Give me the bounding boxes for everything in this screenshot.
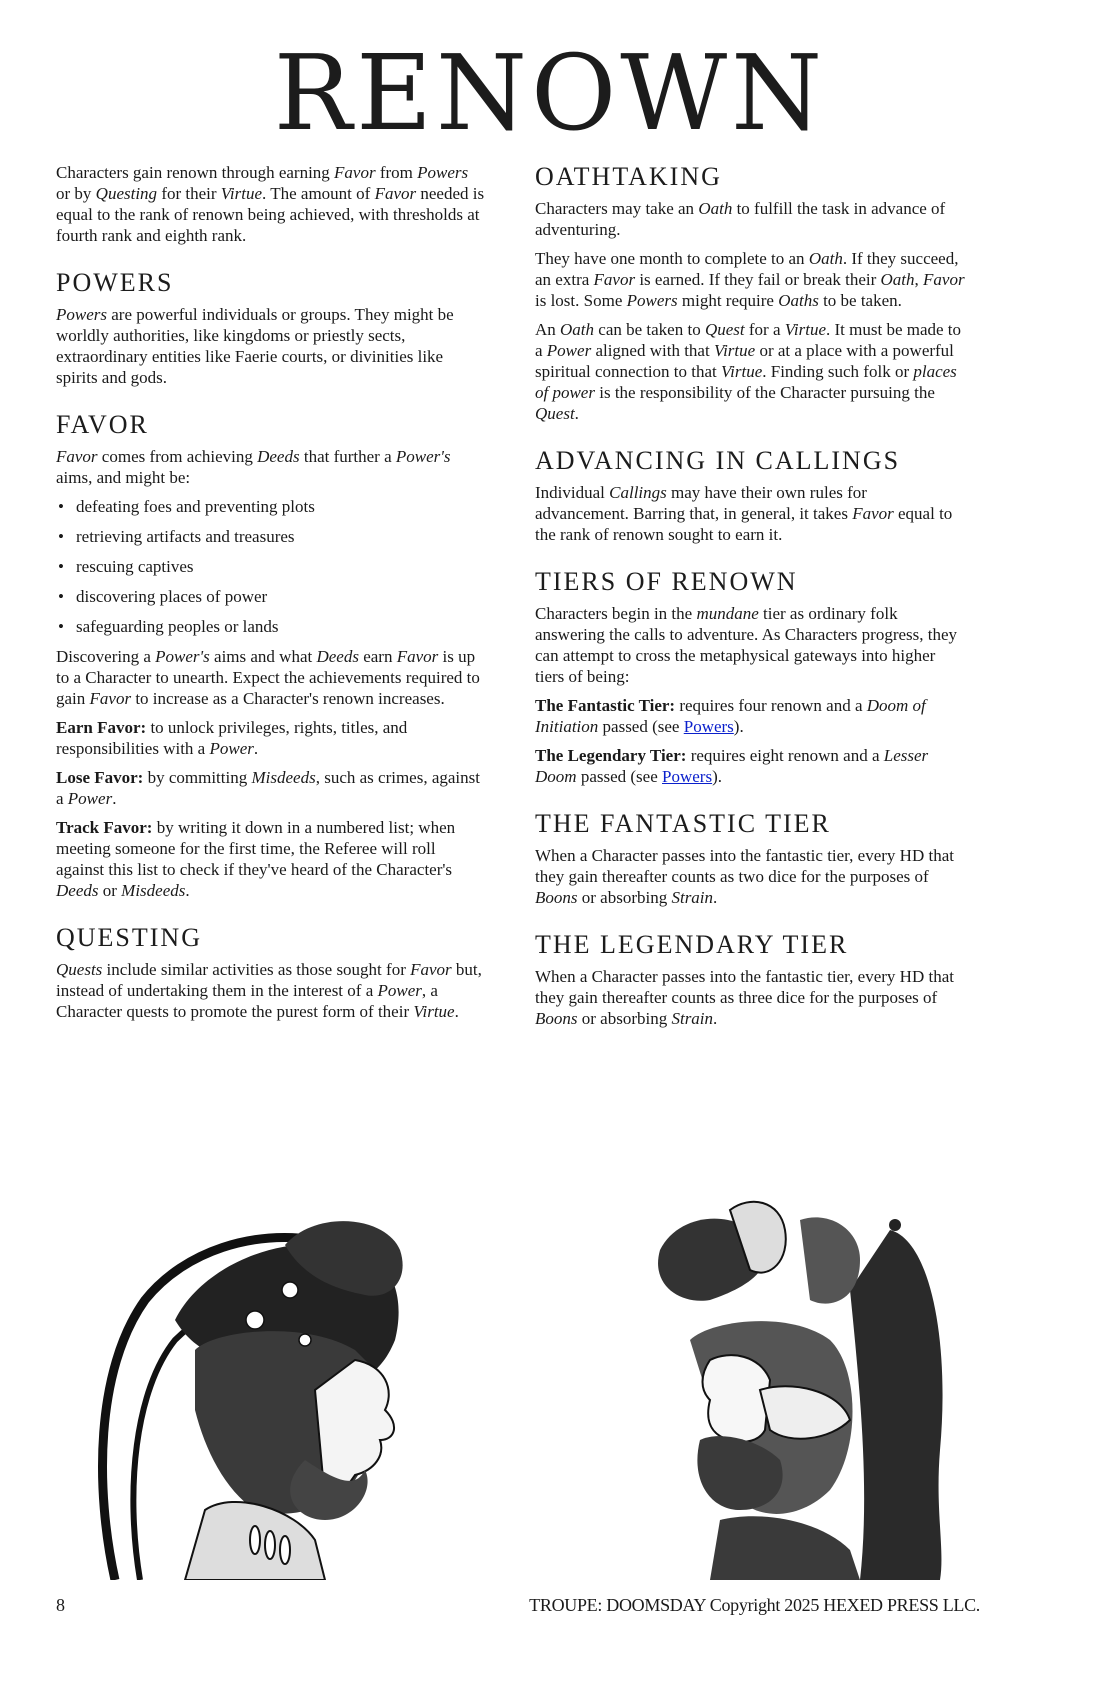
fantastic-tier-paragraph: When a Character passes into the fantastic tier, every HD that they gain thereafter counts as two dice for the purposes of Boons or absorbing Strain. xyxy=(535,846,954,907)
page-number: 8 xyxy=(56,1595,65,1615)
italic-term: Boons xyxy=(535,888,578,907)
italic-term: Favor xyxy=(56,447,98,466)
track-favor-paragraph: Track Favor: by writing it down in a numbered list; when meeting someone for the first time, the Referee will roll against this list to check if they've heard of the Character's Deeds or Misdeeds. xyxy=(56,818,456,900)
bold-label: The Legendary Tier: xyxy=(535,746,687,765)
list-item: • rescuing captives xyxy=(56,556,486,577)
italic-term: Deeds xyxy=(257,447,300,466)
italic-term: Favor xyxy=(334,163,376,182)
italic-term: places of power xyxy=(535,362,957,402)
bold-label: Lose Favor: xyxy=(56,768,144,787)
italic-term: Favor xyxy=(396,647,439,666)
italic-term: Oath xyxy=(880,270,915,289)
italic-term: Misdeeds xyxy=(251,768,316,787)
fantastic-requirement: The Fantastic Tier: requires four renown and a Doom of Initiation passed (see Powers). xyxy=(535,696,926,736)
italic-term: Quests xyxy=(56,960,103,979)
oath-paragraph-3: An Oath can be taken to Quest for a Virtue. It must be made to a Power aligned with that Virtue or at a place with a powerful spiritual connection to that Virtue. Finding such folk or places of power is the responsibility of the Character pursuing the Quest. xyxy=(535,320,962,423)
italic-term: Virtue xyxy=(784,320,826,339)
list-item: • discovering places of power xyxy=(56,586,486,607)
italic-term: Quest xyxy=(704,320,745,339)
italic-term: mundane xyxy=(696,604,759,623)
italic-term: Oath xyxy=(560,320,595,339)
italic-term: Strain xyxy=(671,1009,714,1028)
bold-label: Track Favor: xyxy=(56,818,153,837)
section-heading-legendary-tier: THE LEGENDARY TIER xyxy=(535,930,849,959)
legendary-tier-paragraph: When a Character passes into the fantastic tier, every HD that they gain thereafter counts as three dice for the purposes of Boons or absorbing Strain. xyxy=(535,967,954,1028)
italic-term: Virtue xyxy=(721,362,763,381)
italic-term: Lesser Doom xyxy=(535,746,929,786)
italic-term: Power xyxy=(377,981,422,1000)
right-column xyxy=(535,162,965,1037)
section-heading-fantastic-tier: THE FANTASTIC TIER xyxy=(535,809,831,838)
list-item: • defeating foes and preventing plots xyxy=(56,496,486,517)
list-item: • retrieving artifacts and treasures xyxy=(56,526,486,547)
italic-term: Boons xyxy=(535,1009,578,1028)
italic-term: Strain xyxy=(671,888,714,907)
italic-term: Virtue xyxy=(713,341,756,360)
powers-link[interactable]: Powers xyxy=(662,767,713,786)
bold-label: The Fantastic Tier: xyxy=(535,696,676,715)
allegorical-head-engraving xyxy=(560,1190,990,1580)
section-heading-oathtaking: OATHTAKING xyxy=(535,162,722,191)
oath-paragraph-1: Characters may take an Oath to fulfill the task in advance of adventuring. xyxy=(535,199,946,239)
italic-term: Power xyxy=(209,739,254,758)
section-heading-favor: FAVOR xyxy=(56,410,149,439)
advancing-paragraph: Individual Callings may have their own rules for advancement. Barring that, in general, it takes Favor equal to the rank of renown sought to earn it. xyxy=(535,483,953,544)
italic-term: Oath xyxy=(808,249,843,268)
italic-term: Favor xyxy=(593,270,636,289)
favor-intro-paragraph: Favor comes from achieving Deeds that further a Power's aims, and might be: xyxy=(56,447,451,487)
italic-term: Favor xyxy=(852,504,894,523)
italic-term: Powers xyxy=(56,305,107,324)
italic-term: Power's xyxy=(155,647,210,666)
intro-paragraph: Characters gain renown through earning Favor from Powers or by Questing for their Virtue. The amount of Favor needed is equal to the rank of renown being achieved, with thresholds at fourth rank and eighth rank. xyxy=(56,163,485,245)
earn-favor-paragraph: Earn Favor: to unlock privileges, rights, titles, and responsibilities with a Power. xyxy=(56,718,408,758)
italic-term: Powers xyxy=(626,291,678,310)
italic-term: Quest xyxy=(535,404,575,423)
italic-term: Deeds xyxy=(316,647,359,666)
italic-term: Power xyxy=(546,341,592,360)
italic-term: Doom of Initiation xyxy=(535,696,926,736)
italic-term: Favor xyxy=(410,960,452,979)
italic-term: Oath xyxy=(698,199,733,218)
italic-term: Virtue xyxy=(220,184,263,203)
page-title: RENOWN xyxy=(273,32,827,154)
italic-term: Powers xyxy=(417,163,469,182)
italic-term: Callings xyxy=(609,483,667,502)
questing-paragraph: Quests include similar activities as those sought for Favor but, instead of undertaking them in the interest of a Power, a Character quests to promote the purest form of their Virtue. xyxy=(56,960,482,1021)
section-heading-advancing: ADVANCING IN CALLINGS xyxy=(535,446,901,475)
italic-term: Power's xyxy=(395,447,451,466)
italic-term: Power xyxy=(67,789,113,808)
helmeted-warrior-engraving xyxy=(55,1190,485,1580)
italic-term: Deeds xyxy=(56,881,99,900)
italic-term: Favor xyxy=(374,184,417,203)
copyright-footer: TROUPE: DOOMSDAY Copyright 2025 HEXED PRESS LLC. xyxy=(529,1595,980,1615)
legendary-requirement: The Legendary Tier: requires eight renown and a Lesser Doom passed (see Powers). xyxy=(535,746,929,786)
section-heading-questing: QUESTING xyxy=(56,923,202,952)
left-column xyxy=(56,162,486,1030)
powers-link[interactable]: Powers xyxy=(683,717,734,736)
lose-favor-paragraph: Lose Favor: by committing Misdeeds, such as crimes, against a Power. xyxy=(56,768,480,808)
section-heading-tiers: TIERS OF RENOWN xyxy=(535,567,798,596)
italic-term: Misdeeds xyxy=(121,881,186,900)
favor-discover-paragraph: Discovering a Power's aims and what Deeds earn Favor is up to a Character to unearth. Expect the achievements required to gain Favor to increase as a Character's renown increases. xyxy=(56,647,480,708)
list-item: • safeguarding peoples or lands xyxy=(56,616,486,637)
powers-paragraph: Powers are powerful individuals or groups. They might be worldly authorities, like kingdoms or priestly sects, extraordinary entities like Faerie courts, or divinities like spirits and gods. xyxy=(56,305,454,387)
section-heading-powers: POWERS xyxy=(56,268,174,297)
italic-term: Favor xyxy=(89,689,132,708)
favor-deeds-list xyxy=(56,496,486,637)
italic-term: Oaths xyxy=(778,291,819,310)
oath-paragraph-2: They have one month to complete to an Oath. If they succeed, an extra Favor is earned. If they fail or break their Oath, Favor is lost. Some Powers might require Oaths to be taken. xyxy=(535,249,965,310)
italic-term: Favor xyxy=(923,270,965,289)
italic-term: Questing xyxy=(95,184,158,203)
italic-term: Virtue xyxy=(413,1002,455,1021)
bold-label: Earn Favor: xyxy=(56,718,147,737)
tiers-paragraph: Characters begin in the mundane tier as ordinary folk answering the calls to adventure. As Characters progress, they can attempt to cross the metaphysical gateways into higher tiers of being: xyxy=(535,604,958,686)
